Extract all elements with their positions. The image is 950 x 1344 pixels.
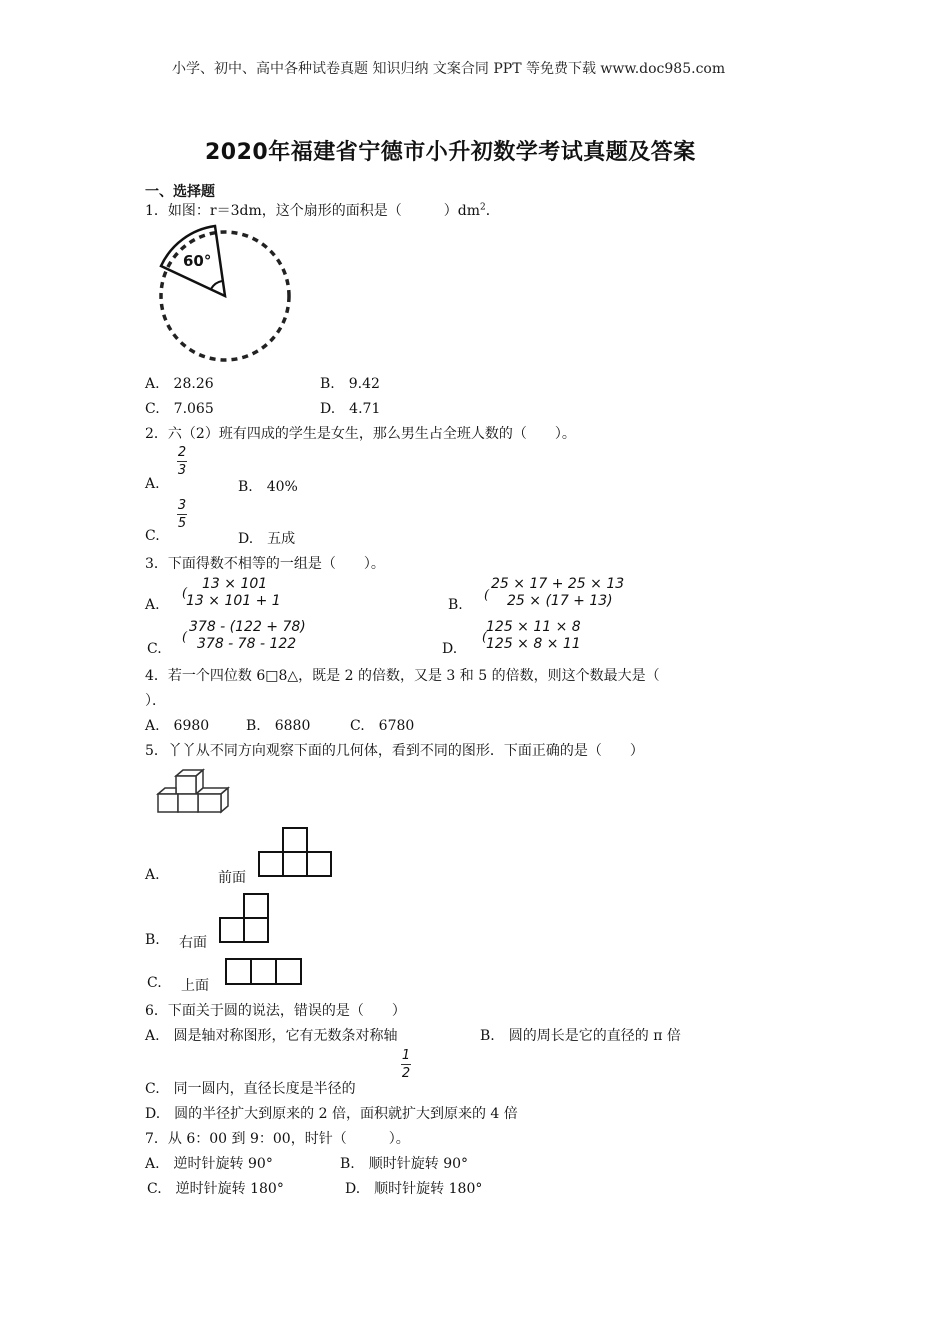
right-view-figure — [218, 892, 270, 944]
question-3-option-b-expressions — [487, 576, 624, 610]
fraction-numerator: 2 — [177, 445, 187, 460]
question-2-option-a[interactable] — [145, 476, 160, 492]
question-5-option-a[interactable]: A. — [145, 867, 160, 883]
question-2-option-d[interactable]: D. 五成 — [238, 531, 296, 547]
expression-line: 25 × (17 + 13) — [507, 593, 613, 609]
front-view-figure — [257, 826, 333, 878]
question-6-option-b[interactable]: B. 圆的周长是它的直径的 π 倍 — [480, 1028, 681, 1044]
question-3-stem: 3．下面得数不相等的一组是（ ）。 — [145, 556, 385, 572]
sector-diagram — [150, 220, 300, 370]
question-3-option-a-expressions — [182, 576, 281, 610]
question-7-option-d[interactable]: D. 顺时针旋转 180° — [345, 1181, 483, 1197]
section-heading: 一、选择题 — [145, 184, 215, 200]
question-4-stem-end: ）． — [145, 693, 166, 709]
fraction-numerator: 1 — [401, 1048, 411, 1063]
question-1-option-a[interactable]: A. 28.26 — [145, 376, 214, 392]
page-title: 2020年福建省宁德市小升初数学考试真题及答案 — [205, 140, 696, 165]
question-6-option-d[interactable]: D. 圆的半径扩大到原来的 2 倍，面积就扩大到原来的 4 倍 — [145, 1106, 518, 1122]
question-7-option-c[interactable]: C. 逆时针旋转 180° — [147, 1181, 284, 1197]
question-1-text-end: ． — [485, 203, 500, 219]
question-1-unit-exponent: 2 — [479, 202, 486, 213]
question-2-option-c-fraction — [176, 499, 188, 530]
question-5-option-c[interactable]: C. — [147, 975, 162, 991]
fraction-numerator: 3 — [177, 498, 187, 513]
question-2-option-a-fraction — [176, 446, 188, 477]
question-2-option-c[interactable] — [145, 528, 160, 544]
question-3-option-c[interactable]: C. — [147, 641, 162, 657]
brace-icon: ( — [484, 588, 490, 603]
question-7-option-b[interactable]: B. 顺时针旋转 90° — [340, 1156, 469, 1172]
question-4-option-b[interactable]: B. 6880 — [246, 718, 311, 734]
question-3-option-d[interactable]: D. — [442, 641, 458, 657]
question-4-option-c[interactable]: C. 6780 — [350, 718, 415, 734]
brace-icon: ( — [182, 630, 188, 645]
question-4-stem: 4．若一个四位数 6□8△，既是 2 的倍数，又是 3 和 5 的倍数，则这个数最大是（ — [145, 668, 660, 684]
question-7-stem: 7．从 6：00 到 9：00，时针（ ）。 — [145, 1131, 410, 1147]
sector-angle-label: 60° — [183, 252, 212, 270]
expression-line: 125 × 11 × 8 — [486, 619, 581, 635]
question-1-option-c[interactable]: C. 7.065 — [145, 401, 214, 417]
fraction-denominator: 5 — [177, 516, 187, 531]
page-header: 小学、初中、高中各种试卷真题 知识归纳 文案合同 PPT 等免费下载 www.doc985.com — [172, 61, 726, 77]
fraction-denominator: 3 — [177, 463, 187, 478]
question-2-stem: 2．六（2）班有四成的学生是女生，那么男生占全班人数的（ ）。 — [145, 426, 576, 442]
question-3-option-c-expressions — [185, 619, 306, 653]
expression-line: 13 × 101 — [202, 576, 268, 592]
question-5-option-c-view: 上面 — [181, 978, 209, 994]
question-1-option-b[interactable]: B. 9.42 — [320, 376, 380, 392]
question-6-option-a[interactable]: A. 圆是轴对称图形，它有无数条对称轴 — [145, 1028, 398, 1044]
cube-solid-figure — [156, 768, 236, 818]
question-1-option-d[interactable]: D. 4.71 — [320, 401, 381, 417]
expression-line: 378 - 78 - 122 — [197, 636, 297, 652]
question-7-option-a[interactable]: A. 逆时针旋转 90° — [145, 1156, 273, 1172]
expression-line: 13 × 101 + 1 — [186, 593, 281, 609]
expression-line: 125 × 8 × 11 — [486, 636, 581, 652]
question-2-option-c-label: C. — [145, 528, 160, 544]
question-3-option-b[interactable]: B. — [448, 597, 463, 613]
question-6-stem: 6．下面关于圆的说法，错误的是（ ） — [145, 1003, 406, 1019]
question-4-option-a[interactable]: A. 6980 — [145, 718, 210, 734]
question-5-option-b[interactable]: B. — [145, 932, 160, 948]
expression-line: 378 - (122 + 78) — [189, 619, 306, 635]
expression-line: 25 × 17 + 25 × 13 — [491, 576, 625, 592]
brace-icon: ( — [482, 630, 488, 645]
question-5-option-b-view: 右面 — [179, 935, 207, 951]
question-3-option-d-expressions — [486, 619, 581, 653]
brace-icon: ( — [182, 586, 188, 601]
question-5-option-a-view: 前面 — [218, 870, 246, 886]
question-5-stem: 5．丫丫从不同方向观察下面的几何体，看到不同的图形．下面正确的是（ ） — [145, 743, 644, 759]
question-1-stem — [145, 200, 500, 220]
question-6-option-c-fraction — [400, 1049, 412, 1080]
question-2-option-b[interactable]: B. 40% — [238, 479, 298, 495]
question-6-option-c[interactable]: C. 同一圆内，直径长度是半径的 — [145, 1081, 356, 1097]
fraction-denominator: 2 — [401, 1066, 411, 1081]
top-view-figure — [224, 957, 304, 987]
question-3-option-a[interactable]: A. — [145, 597, 160, 613]
question-2-option-a-label: A. — [145, 476, 160, 492]
question-1-text: 1．如图：r＝3dm，这个扇形的面积是（ ）dm — [145, 203, 480, 219]
